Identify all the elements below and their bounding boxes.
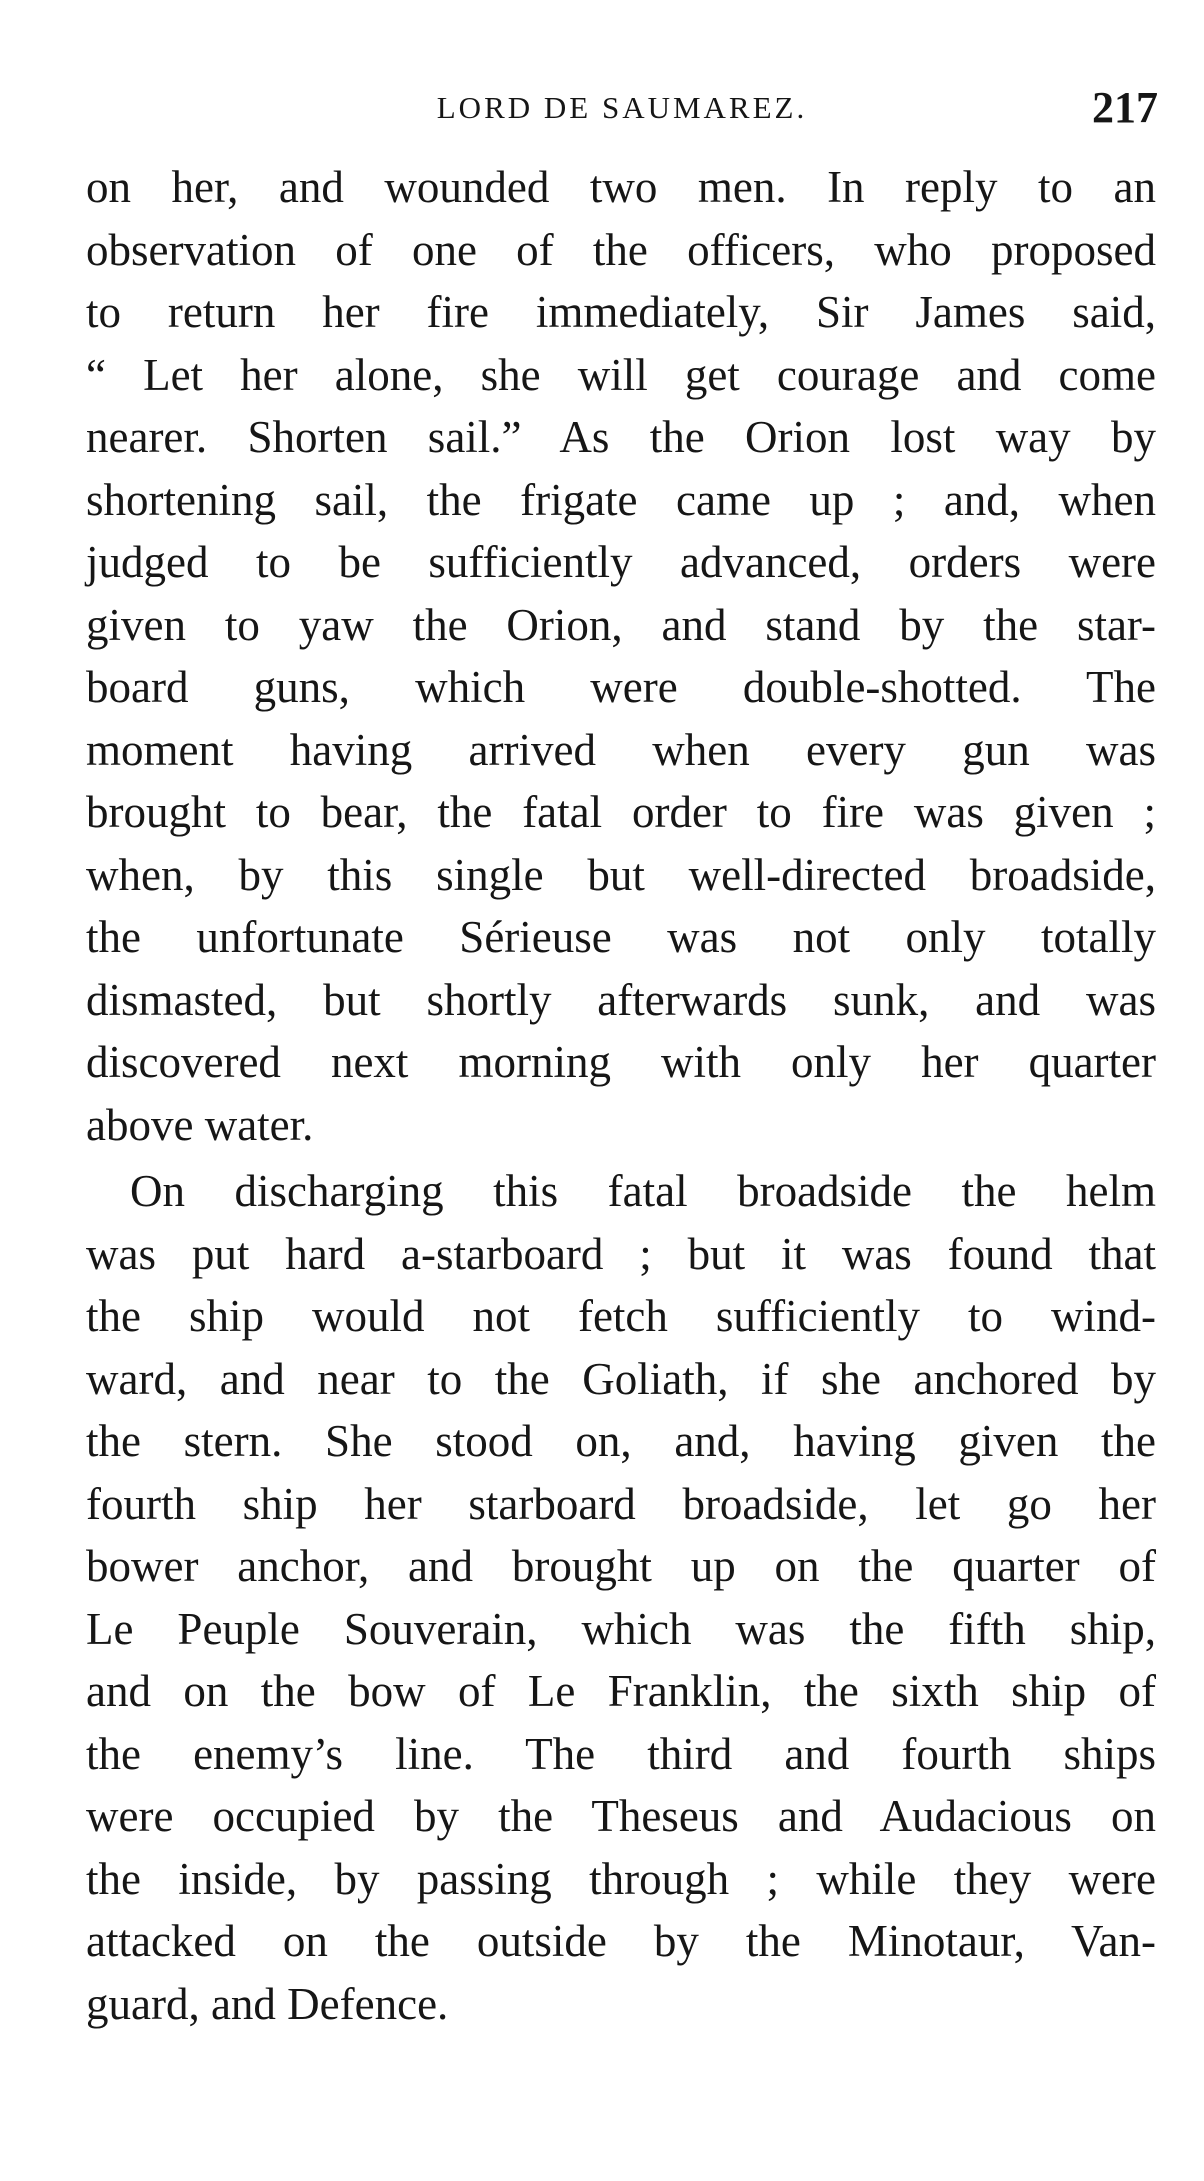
text-line: bower anchor, and brought up on the quarter of (86, 1541, 1156, 1591)
text-line: were occupied by the Theseus and Audacious on (86, 1791, 1156, 1841)
text-line: On discharging this fatal broadside the helm (130, 1166, 1156, 1216)
text-line: observation of one of the officers, who proposed (86, 224, 1156, 275)
text-line: the ship would not fetch sufficiently to wind- (86, 1291, 1156, 1341)
page-number: 217 (1092, 83, 1158, 132)
text-line: board guns, which were double-shotted. The (86, 662, 1156, 712)
text-line: guard, and Defence. (86, 1978, 449, 2029)
text-line: moment having arrived when every gun was (86, 724, 1156, 775)
text-line: discovered next morning with only her quarter (86, 1037, 1156, 1087)
text-line: the unfortunate Sérieuse was not only totally (86, 912, 1156, 962)
text-line: was put hard a-starboard ; but it was found that (86, 1228, 1156, 1279)
paragraph-2 (86, 1160, 1156, 2035)
text-line: shortening sail, the frigate came up ; and, when (86, 474, 1156, 525)
text-line: the inside, by passing through ; while they were (86, 1853, 1156, 1904)
text-line: and on the bow of Le Franklin, the sixth ship of (86, 1666, 1156, 1716)
page-header (86, 82, 1158, 142)
text-line: nearer. Shorten sail.” As the Orion lost way by (86, 412, 1156, 462)
text-line: when, by this single but well-directed broadside, (86, 849, 1156, 900)
text-line: fourth ship her starboard broadside, let go her (86, 1478, 1156, 1529)
text-line: on her, and wounded two men. In reply to an (86, 162, 1156, 212)
text-line: brought to bear, the fatal order to fire was given ; (86, 787, 1156, 837)
running-title: LORD DE SAUMAREZ. (436, 90, 808, 125)
text-line: given to yaw the Orion, and stand by the star- (86, 599, 1156, 650)
text-line: above water. (86, 1099, 314, 1150)
text-line: Le Peuple Souverain, which was the fifth ship, (86, 1603, 1156, 1654)
text-line: attacked on the outside by the Minotaur, Van- (86, 1916, 1156, 1966)
paragraph-1 (86, 156, 1156, 1156)
text-line: to return her fire immediately, Sir James said, (86, 287, 1156, 337)
text-line: the enemy’s line. The third and fourth ships (86, 1728, 1156, 1779)
text-line: judged to be sufficiently advanced, orders were (86, 537, 1156, 587)
text-line: ward, and near to the Goliath, if she anchored by (86, 1353, 1156, 1404)
text-line: dismasted, but shortly afterwards sunk, and was (86, 974, 1156, 1025)
text-line: “ Let her alone, she will get courage and come (86, 349, 1156, 400)
text-line: the stern. She stood on, and, having given the (86, 1416, 1156, 1466)
body-text (86, 156, 1156, 2035)
